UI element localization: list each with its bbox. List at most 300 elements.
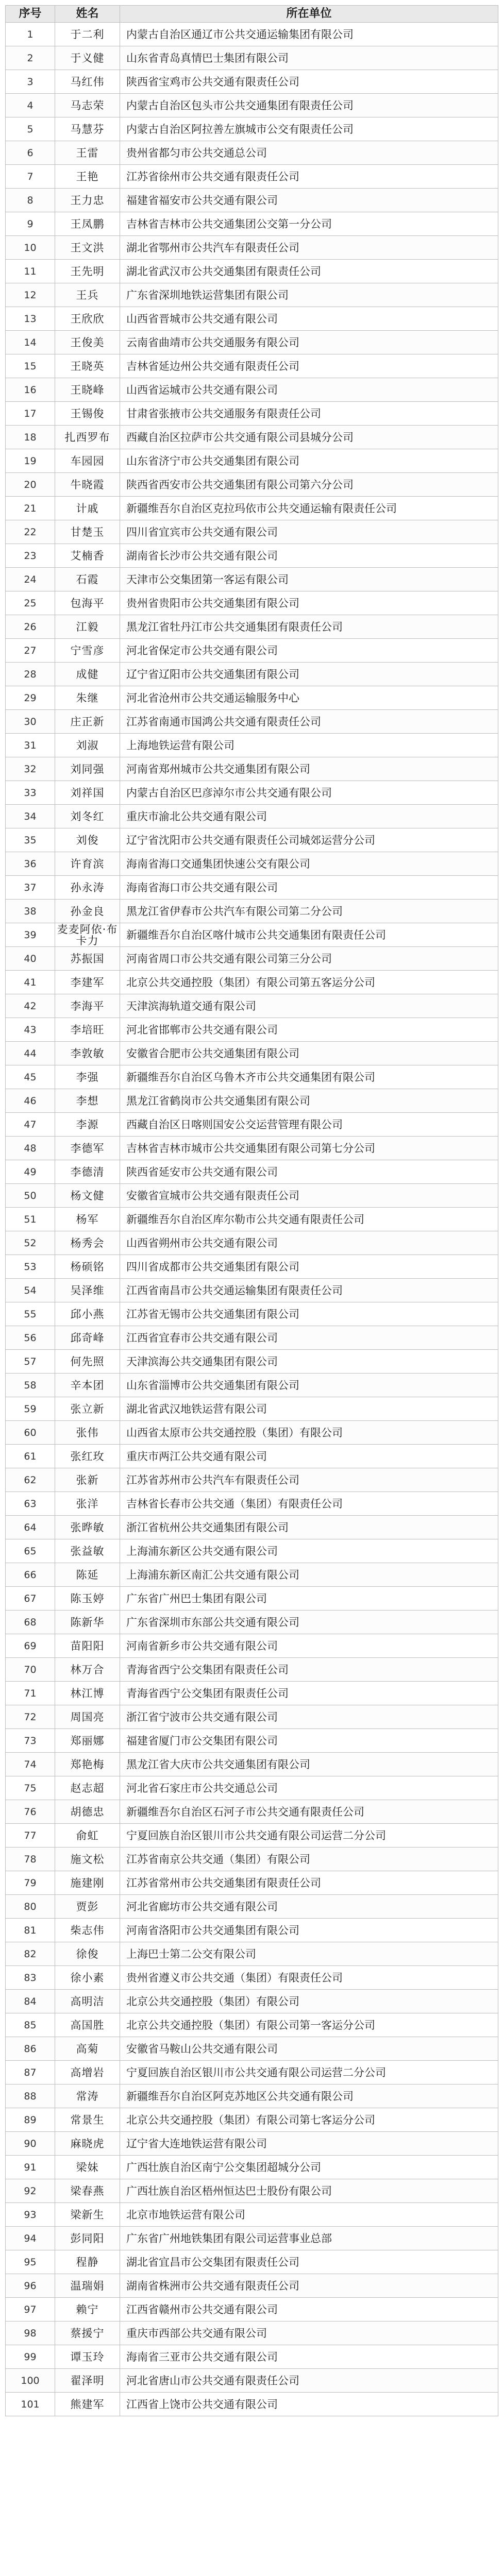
table-row (6, 331, 498, 354)
table-row (6, 971, 498, 994)
table-row (6, 1895, 498, 1919)
table-row (6, 757, 498, 781)
work-unit: 山东省青岛真情巴士集团有限公司 (120, 46, 498, 70)
person-name: 何先照 (55, 1350, 120, 1374)
row-number: 48 (6, 1137, 55, 1160)
table-row (6, 2369, 498, 2393)
row-number: 6 (6, 141, 55, 165)
person-name: 张晔敏 (55, 1516, 120, 1539)
table-row (6, 378, 498, 402)
row-number: 34 (6, 805, 55, 828)
person-name: 刘祥国 (55, 781, 120, 805)
person-name: 高增岩 (55, 2061, 120, 2084)
person-name: 陈延 (55, 1563, 120, 1587)
row-number: 77 (6, 1824, 55, 1848)
work-unit: 广东省深圳地铁运营集团有限公司 (120, 283, 498, 307)
person-name: 刘同强 (55, 757, 120, 781)
person-name: 甘楚玉 (55, 520, 120, 544)
table-row (6, 1634, 498, 1658)
table-row (6, 1729, 498, 1753)
table-row (6, 1018, 498, 1042)
row-number: 85 (6, 2013, 55, 2037)
work-unit: 吉林省吉林市公共交通集团公交第一分公司 (120, 212, 498, 236)
work-unit: 辽宁省沈阳市公共交通有限责任公司城郊运营分公司 (120, 828, 498, 852)
row-number: 84 (6, 1990, 55, 2013)
table-header (6, 6, 498, 23)
table-row (6, 307, 498, 331)
table-row (6, 710, 498, 734)
person-name: 王欣欣 (55, 307, 120, 331)
work-unit: 江西省南昌市公共交通运输集团有限责任公司 (120, 1279, 498, 1302)
work-unit: 河北省石家庄市公共交通总公司 (120, 1776, 498, 1800)
person-name: 李强 (55, 1065, 120, 1089)
work-unit: 山西省朔州市公共交通有限公司 (120, 1231, 498, 1255)
person-name: 郑艳梅 (55, 1753, 120, 1776)
row-number: 41 (6, 971, 55, 994)
work-unit: 海南省三亚市公共交通有限公司 (120, 2345, 498, 2369)
row-number: 16 (6, 378, 55, 402)
row-number: 13 (6, 307, 55, 331)
table-row (6, 1492, 498, 1516)
row-number: 79 (6, 1871, 55, 1895)
person-name: 庄正新 (55, 710, 120, 734)
work-unit: 陕西省西安市公共交通集团有限公司第六分公司 (120, 473, 498, 497)
person-name: 李德清 (55, 1160, 120, 1184)
table-row (6, 236, 498, 260)
table-row (6, 1539, 498, 1563)
row-number: 74 (6, 1753, 55, 1776)
person-name: 翟泽明 (55, 2369, 120, 2393)
work-unit: 广东省广州地铁集团有限公司运营事业总部 (120, 2227, 498, 2250)
person-name: 张立新 (55, 1397, 120, 1421)
work-unit: 黑龙江省大庆市公共交通集团有限公司 (120, 1753, 498, 1776)
person-name: 谭玉玲 (55, 2345, 120, 2369)
table-row (6, 686, 498, 710)
row-number: 88 (6, 2084, 55, 2108)
row-number: 20 (6, 473, 55, 497)
row-number: 40 (6, 947, 55, 971)
work-unit: 陕西省宝鸡市公共交通有限责任公司 (120, 70, 498, 94)
row-number: 22 (6, 520, 55, 544)
row-number: 45 (6, 1065, 55, 1089)
work-unit: 上海浦东新区南汇公共交通有限公司 (120, 1563, 498, 1587)
row-number: 18 (6, 426, 55, 449)
table-row (6, 1326, 498, 1350)
table-row (6, 2132, 498, 2156)
person-name: 张新 (55, 1468, 120, 1492)
row-number: 33 (6, 781, 55, 805)
table-row (6, 734, 498, 757)
row-number: 17 (6, 402, 55, 426)
table-row (6, 1184, 498, 1208)
row-number: 99 (6, 2345, 55, 2369)
work-unit: 广东省广州巴士集团有限公司 (120, 1587, 498, 1611)
person-name: 王艳 (55, 165, 120, 189)
person-name: 林万合 (55, 1658, 120, 1682)
person-name: 彭同阳 (55, 2227, 120, 2250)
row-number: 7 (6, 165, 55, 189)
work-unit: 西藏自治区日喀则国安公交运营管理有限公司 (120, 1113, 498, 1137)
work-unit: 广东省深圳市东部公共交通有限公司 (120, 1611, 498, 1634)
person-name: 常景生 (55, 2108, 120, 2132)
person-name: 李源 (55, 1113, 120, 1137)
work-unit: 天津滨海公共交通集团有限公司 (120, 1350, 498, 1374)
person-name: 于二利 (55, 23, 120, 46)
person-name: 王力忠 (55, 189, 120, 212)
table-row (6, 46, 498, 70)
person-name: 柴志伟 (55, 1919, 120, 1942)
person-name: 成健 (55, 663, 120, 686)
table-row (6, 1065, 498, 1089)
row-number: 92 (6, 2179, 55, 2203)
person-name: 李德军 (55, 1137, 120, 1160)
person-name: 包海平 (55, 591, 120, 615)
row-number: 72 (6, 1705, 55, 1729)
work-unit: 新疆维吾尔自治区克拉玛依市公共交通运输有限责任公司 (120, 497, 498, 520)
person-name: 王锡俊 (55, 402, 120, 426)
work-unit: 北京公共交通控股（集团）有限公司第一客运分公司 (120, 2013, 498, 2037)
work-unit: 河北省保定市公共交通有限公司 (120, 639, 498, 663)
person-name: 马志荣 (55, 94, 120, 117)
table-row (6, 1753, 498, 1776)
row-number: 86 (6, 2037, 55, 2061)
header-name: 姓名 (55, 6, 120, 23)
row-number: 87 (6, 2061, 55, 2084)
header-unit: 所在单位 (120, 6, 498, 23)
person-name: 施建刚 (55, 1871, 120, 1895)
work-unit: 山西省晋城市公共交通有限公司 (120, 307, 498, 331)
work-unit: 江苏省无锡市公共交通集团有限公司 (120, 1302, 498, 1326)
row-number: 64 (6, 1516, 55, 1539)
table-row (6, 2179, 498, 2203)
person-name: 杨秀会 (55, 1231, 120, 1255)
person-name: 林江博 (55, 1682, 120, 1705)
table-row (6, 2037, 498, 2061)
table-row (6, 1089, 498, 1113)
row-number: 44 (6, 1042, 55, 1065)
row-number: 66 (6, 1563, 55, 1587)
table-row (6, 805, 498, 828)
table-row (6, 1776, 498, 1800)
work-unit: 湖南省株洲市公共交通有限责任公司 (120, 2274, 498, 2298)
row-number: 3 (6, 70, 55, 94)
work-unit: 重庆市西部公共交通有限公司 (120, 2321, 498, 2345)
row-number: 50 (6, 1184, 55, 1208)
table-row (6, 2156, 498, 2179)
work-unit: 江西省宜春市公共交通有限公司 (120, 1326, 498, 1350)
table-row (6, 117, 498, 141)
table-row (6, 189, 498, 212)
work-unit: 江西省赣州市公共交通有限公司 (120, 2298, 498, 2321)
work-unit: 海南省海口市公共交通有限公司 (120, 876, 498, 900)
table-row (6, 1848, 498, 1871)
row-number: 24 (6, 568, 55, 591)
table-row (6, 591, 498, 615)
person-name: 邱小燕 (55, 1302, 120, 1326)
row-number: 70 (6, 1658, 55, 1682)
person-name: 王俊美 (55, 331, 120, 354)
table-row (6, 568, 498, 591)
work-unit: 河北省唐山市公共交通有限责任公司 (120, 2369, 498, 2393)
table-row (6, 1421, 498, 1445)
table-row (6, 165, 498, 189)
row-number: 35 (6, 828, 55, 852)
table-row (6, 141, 498, 165)
person-name: 于义健 (55, 46, 120, 70)
person-name: 张伟 (55, 1421, 120, 1445)
person-name: 贾彭 (55, 1895, 120, 1919)
table-row (6, 23, 498, 46)
work-unit: 内蒙古自治区巴彦淖尔市公共交通有限公司 (120, 781, 498, 805)
row-number: 89 (6, 2108, 55, 2132)
person-name: 郑丽娜 (55, 1729, 120, 1753)
work-unit: 湖北省武汉市公共交通集团有限责任公司 (120, 260, 498, 283)
work-unit: 湖北省武汉地铁运营有限公司 (120, 1397, 498, 1421)
person-name: 程静 (55, 2250, 120, 2274)
work-unit: 浙江省杭州公共交通集团有限公司 (120, 1516, 498, 1539)
row-number: 30 (6, 710, 55, 734)
row-number: 69 (6, 1634, 55, 1658)
row-number: 52 (6, 1231, 55, 1255)
work-unit: 山西省太原市公共交通控股（集团）有限公司 (120, 1421, 498, 1445)
person-name: 高国胜 (55, 2013, 120, 2037)
person-name: 许育滨 (55, 852, 120, 876)
row-number: 68 (6, 1611, 55, 1634)
table-row (6, 1445, 498, 1468)
work-unit: 天津滨海轨道交通有限公司 (120, 994, 498, 1018)
table-row (6, 1871, 498, 1895)
row-number: 75 (6, 1776, 55, 1800)
person-name: 张洋 (55, 1492, 120, 1516)
row-number: 54 (6, 1279, 55, 1302)
table-row (6, 2227, 498, 2250)
work-unit: 福建省厦门市公交集团有限公司 (120, 1729, 498, 1753)
table-row (6, 947, 498, 971)
person-name: 徐小素 (55, 1966, 120, 1990)
person-name: 李建军 (55, 971, 120, 994)
person-name: 马慧芬 (55, 117, 120, 141)
person-name: 石霞 (55, 568, 120, 591)
row-number: 98 (6, 2321, 55, 2345)
table-row (6, 354, 498, 378)
work-unit: 河南省周口市公共交通有限公司第三分公司 (120, 947, 498, 971)
person-name: 陈玉婷 (55, 1587, 120, 1611)
work-unit: 山东省淄博市公共交通集团有限公司 (120, 1374, 498, 1397)
table-row (6, 2250, 498, 2274)
row-number: 31 (6, 734, 55, 757)
table-row (6, 2274, 498, 2298)
row-number: 19 (6, 449, 55, 473)
table-row (6, 212, 498, 236)
table-row (6, 1255, 498, 1279)
table-row (6, 1682, 498, 1705)
person-name: 周国亮 (55, 1705, 120, 1729)
work-unit: 新疆维吾尔自治区库尔勒市公共交通有限责任公司 (120, 1208, 498, 1231)
row-number: 9 (6, 212, 55, 236)
row-number: 15 (6, 354, 55, 378)
table-row (6, 994, 498, 1018)
table-row (6, 2203, 498, 2227)
document (5, 5, 498, 2416)
row-number: 91 (6, 2156, 55, 2179)
table-row (6, 1658, 498, 1682)
table-row (6, 1919, 498, 1942)
table-row (6, 70, 498, 94)
table-row (6, 2061, 498, 2084)
work-unit: 河北省沧州市公共交通运输服务中心 (120, 686, 498, 710)
row-number: 47 (6, 1113, 55, 1137)
row-number: 42 (6, 994, 55, 1018)
row-number: 8 (6, 189, 55, 212)
person-name: 宁雪彦 (55, 639, 120, 663)
row-number: 11 (6, 260, 55, 283)
table-row (6, 2298, 498, 2321)
person-name: 刘俊 (55, 828, 120, 852)
row-number: 49 (6, 1160, 55, 1184)
table-row (6, 1824, 498, 1848)
row-number: 14 (6, 331, 55, 354)
work-unit: 山西省运城市公共交通有限公司 (120, 378, 498, 402)
person-name: 张红玫 (55, 1445, 120, 1468)
work-unit: 四川省宜宾市公共交通有限公司 (120, 520, 498, 544)
table-row (6, 1611, 498, 1634)
work-unit: 山东省济宁市公共交通集团有限公司 (120, 449, 498, 473)
row-number: 4 (6, 94, 55, 117)
honoree-table (5, 5, 498, 2416)
table-row (6, 402, 498, 426)
work-unit: 内蒙古自治区通辽市公共交通运输集团有限公司 (120, 23, 498, 46)
person-name: 王雷 (55, 141, 120, 165)
table-row (6, 449, 498, 473)
header-number: 序号 (6, 6, 55, 23)
table-row (6, 1705, 498, 1729)
table-row (6, 2393, 498, 2416)
table-row (6, 1113, 498, 1137)
work-unit: 湖北省宜昌市公交集团有限责任公司 (120, 2250, 498, 2274)
work-unit: 贵州省贵阳市公共交通集团有限公司 (120, 591, 498, 615)
person-name: 王兵 (55, 283, 120, 307)
person-name: 刘冬红 (55, 805, 120, 828)
person-name: 麻晓虎 (55, 2132, 120, 2156)
table-row (6, 94, 498, 117)
person-name: 苗阳阳 (55, 1634, 120, 1658)
work-unit: 海南省海口交通集团快速公交有限公司 (120, 852, 498, 876)
person-name: 麦麦阿依·布卡力 (55, 923, 120, 947)
person-name: 温瑞娟 (55, 2274, 120, 2298)
table-row (6, 1587, 498, 1611)
row-number: 90 (6, 2132, 55, 2156)
person-name: 王晓英 (55, 354, 120, 378)
work-unit: 安徽省宣城市公共交通有限责任公司 (120, 1184, 498, 1208)
row-number: 94 (6, 2227, 55, 2250)
person-name: 高菊 (55, 2037, 120, 2061)
row-number: 39 (6, 923, 55, 947)
table-row (6, 260, 498, 283)
table-row (6, 473, 498, 497)
table-row (6, 2345, 498, 2369)
work-unit: 贵州省遵义市公共交通（集团）有限责任公司 (120, 1966, 498, 1990)
person-name: 王先明 (55, 260, 120, 283)
person-name: 牛晓霞 (55, 473, 120, 497)
table-row (6, 497, 498, 520)
row-number: 25 (6, 591, 55, 615)
row-number: 78 (6, 1848, 55, 1871)
work-unit: 江苏省南通市国鸿公共交通有限责任公司 (120, 710, 498, 734)
work-unit: 江苏省徐州市公共交通有限责任公司 (120, 165, 498, 189)
row-number: 60 (6, 1421, 55, 1445)
person-name: 赖宁 (55, 2298, 120, 2321)
person-name: 陈新华 (55, 1611, 120, 1634)
row-number: 76 (6, 1800, 55, 1824)
person-name: 计戚 (55, 497, 120, 520)
person-name: 高明洁 (55, 1990, 120, 2013)
person-name: 孙金良 (55, 900, 120, 923)
work-unit: 广西壮族自治区南宁公交集团超城分公司 (120, 2156, 498, 2179)
row-number: 95 (6, 2250, 55, 2274)
table-row (6, 1990, 498, 2013)
work-unit: 江西省上饶市公共交通有限公司 (120, 2393, 498, 2416)
row-number: 100 (6, 2369, 55, 2393)
person-name: 梁新生 (55, 2203, 120, 2227)
work-unit: 江苏省苏州市公共汽车有限责任公司 (120, 1468, 498, 1492)
row-number: 36 (6, 852, 55, 876)
work-unit: 黑龙江省牡丹江市公共交通集团有限责任公司 (120, 615, 498, 639)
work-unit: 安徽省马鞍山公共交通有限公司 (120, 2037, 498, 2061)
work-unit: 辽宁省大连地铁运营有限公司 (120, 2132, 498, 2156)
work-unit: 河南省郑州城市公共交通集团有限公司 (120, 757, 498, 781)
row-number: 96 (6, 2274, 55, 2298)
person-name: 赵志超 (55, 1776, 120, 1800)
work-unit: 新疆维吾尔自治区乌鲁木齐市公共交通集团有限公司 (120, 1065, 498, 1089)
row-number: 1 (6, 23, 55, 46)
person-name: 扎西罗布 (55, 426, 120, 449)
table-row (6, 1374, 498, 1397)
row-number: 5 (6, 117, 55, 141)
row-number: 46 (6, 1089, 55, 1113)
table-row (6, 520, 498, 544)
table-row (6, 1468, 498, 1492)
work-unit: 北京公共交通控股（集团）有限公司第七客运分公司 (120, 2108, 498, 2132)
row-number: 80 (6, 1895, 55, 1919)
row-number: 61 (6, 1445, 55, 1468)
person-name: 李海平 (55, 994, 120, 1018)
row-number: 53 (6, 1255, 55, 1279)
row-number: 56 (6, 1326, 55, 1350)
row-number: 65 (6, 1539, 55, 1563)
person-name: 梁春燕 (55, 2179, 120, 2203)
work-unit: 青海省西宁公交集团有限责任公司 (120, 1658, 498, 1682)
work-unit: 北京市地铁运营有限公司 (120, 2203, 498, 2227)
work-unit: 辽宁省辽阳市公共交通集团有限公司 (120, 663, 498, 686)
person-name: 王文洪 (55, 236, 120, 260)
work-unit: 内蒙古自治区阿拉善左旗城市公交有限责任公司 (120, 117, 498, 141)
work-unit: 新疆维吾尔自治区喀什城市公共交通集团有限责任公司 (120, 923, 498, 947)
table-row (6, 2084, 498, 2108)
person-name: 苏振国 (55, 947, 120, 971)
row-number: 55 (6, 1302, 55, 1326)
table-row (6, 283, 498, 307)
table-row (6, 1397, 498, 1421)
table-row (6, 1800, 498, 1824)
work-unit: 黑龙江省鹤岗市公共交通集团有限公司 (120, 1089, 498, 1113)
work-unit: 福建省福安市公共交通有限公司 (120, 189, 498, 212)
table-row (6, 1966, 498, 1990)
table-row (6, 1137, 498, 1160)
row-number: 10 (6, 236, 55, 260)
work-unit: 西藏自治区拉萨市公共交通有限公司县城分公司 (120, 426, 498, 449)
row-number: 38 (6, 900, 55, 923)
person-name: 王晓峰 (55, 378, 120, 402)
